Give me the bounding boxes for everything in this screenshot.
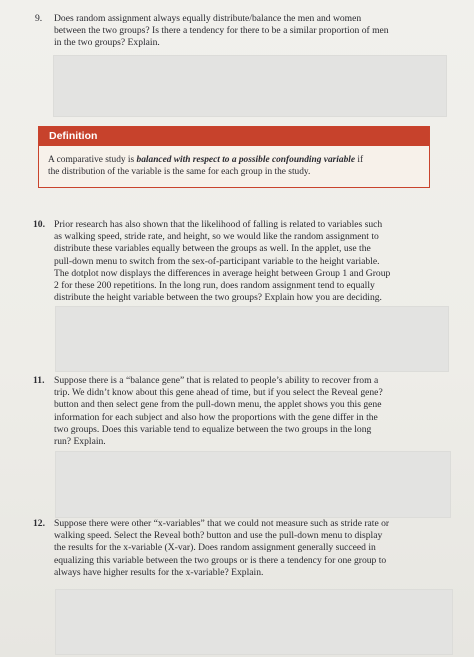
- question-line: always have higher results for the x-variable? Explain.: [54, 566, 264, 578]
- question-line: the results for the x-variable (X-var). Does random assignment generally succeed in: [54, 542, 376, 554]
- question-text: [54, 219, 390, 304]
- definition-title: Definition: [39, 127, 429, 146]
- question-line: 2 for these 200 repetitions. In the long run, does random assignment tend to equally: [54, 279, 375, 291]
- question-line: The dotplot now displays the differences in average height between Group 1 and Group: [54, 267, 391, 279]
- question-line: distribute these variables equally between the groups as well. In the applet, use the: [54, 243, 371, 255]
- question-line: pull-down menu to switch from the sex-of-participant variable to the height variable.: [54, 255, 380, 267]
- question-line: equalizing this variable between the two groups or is there a tendency for one group to: [54, 554, 387, 566]
- answer-box-12[interactable]: [55, 589, 453, 655]
- question-line: button and then select gene from the pull-down menu, the applet shows you this gene: [54, 399, 382, 411]
- question-number: 11.: [33, 375, 45, 386]
- definition-term: balanced with respect to a possible confounding variable: [136, 155, 356, 165]
- question-line: Suppose there were other “x-variables” that we could not measure such as stride rate or: [54, 518, 390, 529]
- question-line: Prior research has also shown that the likelihood of falling is related to variables such: [54, 219, 383, 230]
- definition-text: A comparative study is: [48, 155, 137, 165]
- question-text: [54, 13, 389, 50]
- question-text: [54, 375, 383, 448]
- definition-line-2: the distribution of the variable is the same for each group in the study.: [48, 166, 311, 177]
- question-line: trip. We didn’t know about this gene ahead of time, but if you select the Reveal gene?: [54, 387, 383, 399]
- question-line: distribute the height variable between the two groups? Explain how you are deciding.: [54, 292, 382, 304]
- question-number: 10.: [33, 219, 45, 230]
- answer-box-11[interactable]: [55, 451, 451, 518]
- question-line: information for each subject and also how the proportions with the gene differ in the: [54, 411, 378, 423]
- definition-line-1: [48, 155, 421, 167]
- question-line: as walking speed, stride rate, and height, so we would like the random assignment to: [54, 231, 379, 243]
- answer-box-9[interactable]: [53, 55, 447, 117]
- answer-box-10[interactable]: [55, 306, 449, 372]
- question-line: walking speed. Select the Reveal both? button and use the pull-down menu to display: [54, 530, 383, 542]
- definition-box: [38, 126, 430, 188]
- question-line: Does random assignment always equally distribute/balance the men and women: [54, 13, 362, 24]
- question-text: [54, 518, 389, 579]
- definition-body: [39, 146, 429, 179]
- question-line: in the two groups? Explain.: [54, 37, 160, 49]
- question-line: between the two groups? Is there a tendency for there to be a similar proportion of men: [54, 25, 389, 37]
- question-line: Suppose there is a “balance gene” that is related to people’s ability to recover from a: [54, 375, 379, 386]
- definition-text: if: [355, 155, 364, 165]
- question-number: 12.: [33, 518, 45, 529]
- question-line: two groups. Does this variable tend to equalize between the two groups in the long: [54, 423, 372, 435]
- question-number: 9.: [35, 13, 43, 24]
- question-line: run? Explain.: [54, 435, 106, 447]
